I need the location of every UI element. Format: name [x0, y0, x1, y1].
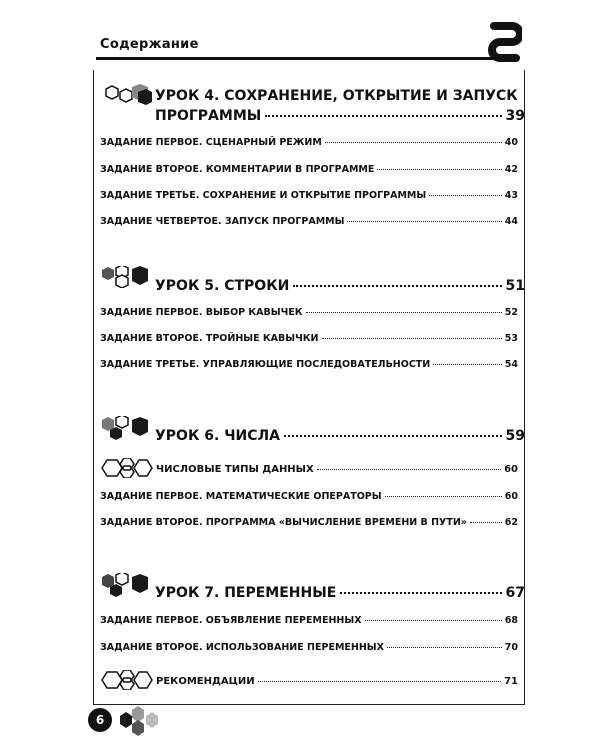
lesson-7-entry[interactable]	[155, 583, 525, 603]
task-entry[interactable]: ЗАДАНИЕ ЧЕТВЕРТОЕ. ЗАПУСК ПРОГРАММЫ 44	[100, 216, 518, 227]
hexagon-outline-icon	[100, 458, 154, 478]
lesson-6-entry[interactable]	[155, 426, 525, 446]
hexagon-cluster-icon	[100, 266, 152, 288]
task-entry[interactable]: ЗАДАНИЕ ПЕРВОЕ. СЦЕНАРНЫЙ РЕЖИМ 40	[100, 137, 518, 148]
page-header-title: Содержание	[100, 37, 199, 52]
task-entry[interactable]: ЗАДАНИЕ ПЕРВОЕ. ОБЪЯВЛЕНИЕ ПЕРЕМЕННЫХ 68	[100, 615, 518, 626]
page-number-badge: 6	[88, 708, 112, 732]
task-entry[interactable]: ЗАДАНИЕ ТРЕТЬЕ. СОХРАНЕНИЕ И ОТКРЫТИЕ ПРОГРАММЫ 43	[100, 190, 518, 201]
task-entry[interactable]: ЗАДАНИЕ ВТОРОЕ. ТРОЙНЫЕ КАВЫЧКИ 53	[100, 333, 518, 344]
hexagon-footer-icon	[118, 706, 162, 736]
lesson-4-entry[interactable]	[155, 86, 525, 126]
task-entry[interactable]: ЗАДАНИЕ ПЕРВОЕ. ВЫБОР КАВЫЧЕК 52	[100, 307, 518, 318]
lesson-title-cont: ПРОГРАММЫ	[155, 108, 262, 124]
lesson-page: 67	[505, 585, 525, 601]
hexagon-outline-icon	[100, 670, 154, 690]
hexagon-cluster-icon	[100, 84, 152, 106]
lesson-title: УРОК 5. СТРОКИ	[155, 278, 290, 294]
lesson-page: 59	[505, 428, 525, 444]
task-entry[interactable]: ЗАДАНИЕ ВТОРОЕ. КОММЕНТАРИИ В ПРОГРАММЕ 42	[100, 164, 518, 175]
lesson-title: УРОК 6. ЧИСЛА	[155, 428, 280, 444]
subtopic-entry[interactable]: ЧИСЛОВЫЕ ТИПЫ ДАННЫХ 60	[156, 464, 518, 475]
subtopic-entry[interactable]: РЕКОМЕНДАЦИИ 71	[156, 676, 518, 687]
lesson-title: УРОК 7. ПЕРЕМЕННЫЕ	[155, 585, 337, 601]
lesson-5-entry[interactable]	[155, 276, 525, 296]
hexagon-cluster-icon	[100, 416, 152, 440]
hexagon-cluster-icon	[100, 573, 152, 597]
lesson-title: УРОК 4. СОХРАНЕНИЕ, ОТКРЫТИЕ И ЗАПУСК	[155, 88, 518, 104]
lesson-page: 51	[505, 278, 525, 294]
lesson-page: 39	[505, 108, 525, 124]
task-entry[interactable]: ЗАДАНИЕ ПЕРВОЕ. МАТЕМАТИЧЕСКИЕ ОПЕРАТОРЫ 60	[100, 491, 518, 502]
header-rule	[96, 57, 506, 60]
python-logo-icon	[486, 22, 522, 66]
task-entry[interactable]: ЗАДАНИЕ ТРЕТЬЕ. УПРАВЛЯЮЩИЕ ПОСЛЕДОВАТЕЛЬНОСТИ 54	[100, 359, 518, 370]
task-entry[interactable]: ЗАДАНИЕ ВТОРОЕ. ИСПОЛЬЗОВАНИЕ ПЕРЕМЕННЫХ 70	[100, 642, 518, 653]
task-entry[interactable]: ЗАДАНИЕ ВТОРОЕ. ПРОГРАММА «ВЫЧИСЛЕНИЕ ВРЕМЕНИ В ПУТИ» 62	[100, 517, 518, 528]
